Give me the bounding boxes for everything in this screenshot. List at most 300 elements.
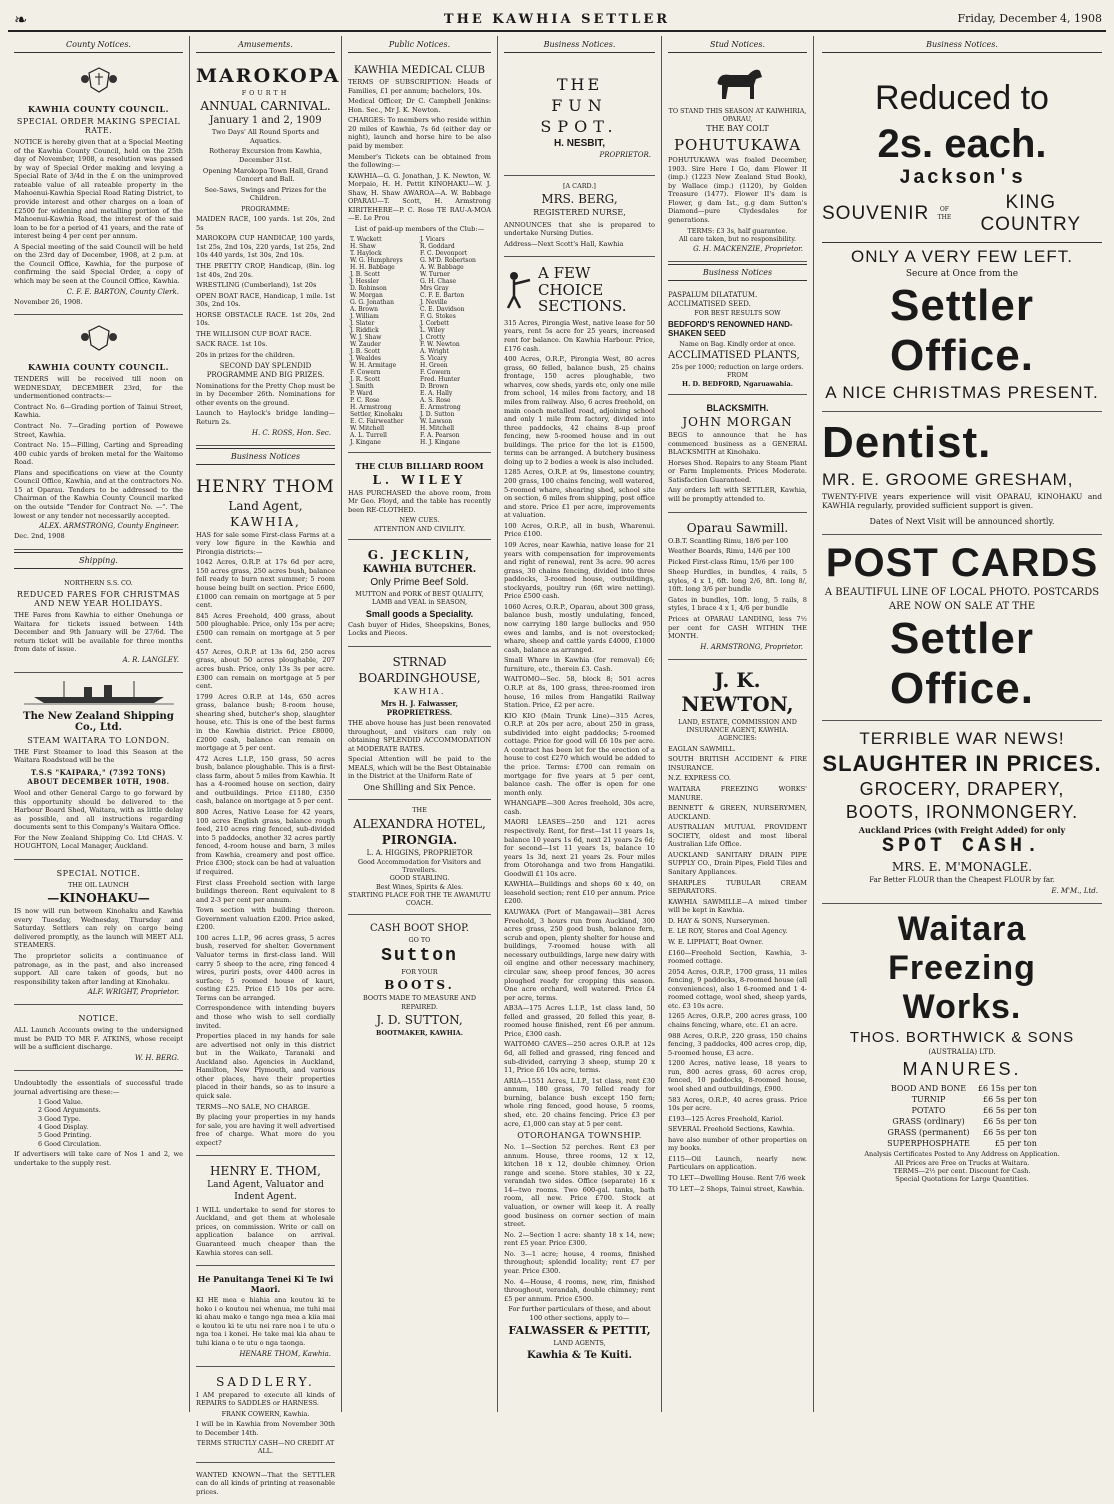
signature: H. ARMSTRONG, Proprietor. <box>700 642 803 651</box>
rate: One Shilling and Six Pence. <box>363 783 476 793</box>
member-name: W. G. Humphreys <box>350 256 403 264</box>
nurse-ad <box>504 178 655 257</box>
ad-detail: ONLY A VERY FEW LEFT. <box>851 247 1073 266</box>
company-name: NORTHERN S.S. CO. <box>64 578 133 587</box>
property-list <box>668 949 807 1194</box>
proprietor-name: L. WILEY <box>372 472 467 487</box>
business-location: KAWHIA. <box>393 686 446 696</box>
ad-detail: FROM <box>726 371 749 380</box>
column-heading: Stud Notices. <box>668 40 807 53</box>
column-business-display <box>814 36 1106 1412</box>
member-name: J. Hessler <box>350 277 380 285</box>
ad-address: Address—Next Scott's Hall, Kawhia <box>504 239 624 248</box>
member-name: H. H. Babbage <box>350 263 395 271</box>
office-name: Settler Office. <box>890 613 1034 713</box>
hotel-ad <box>348 802 491 914</box>
event-detail: Rotheray Excursion from Kawhia, December 31st. <box>209 147 322 165</box>
column-public-notices <box>342 36 498 1412</box>
agency-item: N.Z. EXPRESS CO. <box>668 774 731 783</box>
butcher-ad <box>348 542 491 647</box>
agency-item: E. LE ROY, Stores and Coal Agency. <box>668 927 788 936</box>
proprietor-name: H. NESBIT, <box>553 138 606 149</box>
member-name: J. D. Sutton <box>419 410 455 418</box>
contract-item: Contract No. 6—Grading portion of Tainui Street, Kawhia. <box>14 402 183 420</box>
member-name: J. R. Scott <box>350 375 380 383</box>
township-listing: No. 1—Section 52 perches. Rent £3 per annum. House, three rooms, 12 x 12, kitchen 18 x 12, double chimney. Orion range and scene. Store stables, 30 x 22, verandah two sides. Office (separate) 16 x 14—two rooms. Two 600-gal. tanks, bath room, all new. Price £700. Stock at valuation, or owner will keep it. A really good business on corner section of main street. <box>504 1143 655 1229</box>
property-listing: have also number of other properties on my books. <box>668 1135 807 1153</box>
masthead <box>0 0 1114 36</box>
agent-name: J. K. NEWTON, <box>681 667 794 716</box>
ad-detail: NEW CUES. <box>399 516 440 525</box>
proprietor-name: G. JECKLIN, <box>367 547 472 562</box>
agencies-heading: AGENCIES: <box>718 734 757 743</box>
programme-item: THE WILLISON CUP BOAT RACE. <box>196 329 312 338</box>
signature: ALF. WRIGHT, Proprietor. <box>87 988 179 997</box>
store-ad <box>822 723 1102 904</box>
column-stud-notices <box>662 36 814 1412</box>
member-name: F. G. Stokes <box>419 312 456 320</box>
notice-body: Undoubtedly the essentials of successful trade journal advertising are these:— <box>14 1078 183 1096</box>
office-name: Settler Office. <box>890 280 1034 380</box>
list-item: 6 Good Circulation. <box>38 1139 102 1148</box>
member-name: W. Turner <box>419 270 450 278</box>
member-name: J. Crotty <box>419 333 446 341</box>
service-route: STEAM WAITARA TO LONDON. <box>27 735 170 745</box>
property-listing: TO LET—2 Shops, Tainui street, Kawhia. <box>668 1184 805 1193</box>
card-label: [A CARD.] <box>563 182 596 190</box>
list-item: 4 Good Display. <box>38 1123 89 1132</box>
club-agents: KAWHIA—G. G. Jonathan, J. K. Newton, W. Morpaio, H. H. Pettit KINOHAKU—W. J. Shaw, H. Shaw AWAROA—A. W. Babbage OPARAU—T. Scott, H. Armstrong KIRITEHERE—P. C. Rose TE RAU-A-MOA—E. Le Prou <box>348 171 491 223</box>
product-name: OF THE <box>937 206 952 221</box>
township-listing: No. 4—House, 4 rooms, new, rim, finished throughout, verandah, double chimney; rent £5 per annum. Price £500. <box>504 1277 655 1303</box>
ad-detail: Auckland Prices (with Freight Added) for only <box>858 824 1066 835</box>
event-detail: Two Days' All Round Sports and Aquatics. <box>211 128 320 145</box>
ad-detail: Small goods a Speciality. <box>365 608 474 619</box>
section-listing: WHANGAPE—300 Acres freehold, 30s acre, cash. <box>504 799 655 816</box>
farm-listing: 800 Acres, Native Lease for 42 years, 100 acres English grass, balance rough feed, 210 acres ring fenced, sub-divided into 5 paddocks, another 32 acres partly fenced, 4-room house and barn, 3 miles from Kawhia, creamery and post office. Price £300; stock can be had at valuation if required. <box>196 808 335 876</box>
farm-listing: First class Freehold section with large buildings thereon. Rent equivalent to 8 and 2-3 per cent per annum. <box>196 878 335 904</box>
notice-body: Plans and specifications on view at the County Council Office, Kawhia, and at the contractors No. 15 at Oparau. Tenders to be addressed to the Chairman of the Kawhia County Council marked on the outside "Tender for Contract No. —". The lowest or any tender not necessarily accepted. <box>14 468 183 520</box>
article: THE <box>412 806 427 815</box>
member-name: J. Slater <box>350 319 375 327</box>
member-name: A. W. Babbage <box>419 263 464 271</box>
dentist-ad <box>822 414 1102 535</box>
sections-ad <box>504 259 655 1368</box>
agent-title: Land Agent, Valuator and Indent Agent. <box>207 1180 324 1203</box>
event-detail: SECOND DAY SPLENDID PROGRAMME AND BIG PRIZES. <box>206 361 325 379</box>
member-name: W. Mitchell <box>350 424 385 432</box>
ad-headline: Only Prime Beef Sold. <box>370 576 469 588</box>
member-name: E. Armstrong <box>419 403 461 411</box>
list-item: 3 Good Type. <box>38 1114 81 1123</box>
member-name: H. Shaw <box>350 242 376 250</box>
programme-item: MAROKOPA CUP HANDICAP, 100 yards, 1st 25s, 2nd 10s, 220 yards, 1st 25s, 2nd 10s 440 yards, 1st 30s, 2nd 10s. <box>196 234 335 260</box>
section-listing: ARIA—1551 Acres, L.I.P., 1st class, rent £30 annum, 180 grass, 70 felled ready for burning, balance bush except 150 fern; whole ring fenced, good house, 5 rooms, shed, etc. 20 chains fencing. Price £3 per acre, £1,000 can stay at 5 per cent. <box>504 1076 655 1128</box>
member-name: W. Morgan <box>350 291 383 299</box>
issue-date: Friday, December 4, 1908 <box>957 12 1102 25</box>
section-listing: 315 Acres, Pirongia West, native lease for 50 years, rent 5s acre for 25 years, increased rent for balance. On Kawhia Harbour. Price, £176 cash. <box>504 318 655 353</box>
notice-body: ALL Launch Accounts owing to the undersigned must be PAID TO MR F. ATKINS, whose receipt will be a sufficient discharge. <box>14 1026 183 1052</box>
farm-listing: 845 Acres Freehold, 400 grass, about 500 ploughable. Price, only 15s per acre; £500 can remain on mortgage at 5 per cent. <box>196 611 335 646</box>
ad-detail: Secure at Once from the <box>905 269 1019 279</box>
agency-item: W. E. LIPPIATT, Boat Owner. <box>668 937 764 946</box>
shipping-company-ad <box>14 675 183 860</box>
ad-body: Cash buyer of Hides, Sheepskins, Bones, Locks and Pieces. <box>348 620 491 638</box>
programme-list <box>196 215 335 359</box>
member-name: G. G. Jonathan <box>350 298 394 306</box>
signature: C. F. E. BARTON, County Clerk. <box>66 287 179 296</box>
member-name: F. A. Pearson <box>419 431 460 439</box>
terms: TERMS STRICTLY CASH—NO CREDIT AT ALL. <box>196 1439 335 1456</box>
manure-price: £6 5s per ton <box>982 1106 1037 1116</box>
column-county-notices <box>8 36 190 1412</box>
horse-icon <box>708 63 768 103</box>
ad-detail: MUTTON and PORK of BEST QUALITY, <box>355 589 484 598</box>
member-name: T. Haylock <box>350 249 382 257</box>
agency-item: KAWHIA SAWMILLE—A mixed timber will be kept in Kawhia. <box>668 897 807 915</box>
club-detail: TERMS OF SUBSCRIPTION: Heads of Families, £1 per annum; bachelors, 10s. <box>348 78 491 95</box>
ad-title-word: SPOT. <box>540 117 619 136</box>
signature: E. M'M., Ltd. <box>1051 887 1098 896</box>
members-table <box>348 236 491 446</box>
merchant-name: H. D. BEDFORD, Ngaruawahia. <box>682 379 793 388</box>
notice-body: If advertisers will take care of Nos 1 and 2, we undertake to the supply rest. <box>14 1150 183 1167</box>
coat-of-arms-icon <box>79 323 119 353</box>
club-detail: CHARGES: To members who reside within 20 miles of Kawhia, 7s 6d (either day or night), launch and horse hire to be also paid by member. <box>348 116 491 150</box>
member-name: Fred. Hunter <box>419 375 460 383</box>
member-name: C. E. Davidson <box>419 305 465 313</box>
ad-title-word: THE <box>556 75 603 94</box>
goods-list: GROCERY, DRAPERY, <box>859 778 1065 799</box>
property-listing: 2054 Acres, O.R.P., 1700 grass, 11 miles fencing, 9 paddocks, 8-roomed house (all conveniences), also 1 6-roomed and 1 4-roomed cottage, wool shed, sheep yards, etc. £3 10s acre. <box>668 967 807 1010</box>
agency-item: D. HAY & SONS, Nurserymen. <box>668 916 770 925</box>
member-name: S. Vicary <box>419 354 448 362</box>
ad-headline: Dentist. <box>822 417 992 467</box>
event-dates: January 1 and 2, 1909 <box>209 115 322 127</box>
section-listing: WAITOMO CAVES—250 acres O.R.P. at 12s 6d, all felled and grassed, ring fenced and sub-divided, carrying 3 sheep, stump 20 x 11, Price £6 10s acre, terms. <box>504 1040 655 1075</box>
member-name: F. Cowern <box>419 368 451 376</box>
ad-body: ANNOUNCES that she is prepared to undertake Nursing Duties. <box>504 220 655 238</box>
medical-club-ad <box>348 59 491 453</box>
table-row <box>884 1139 1040 1148</box>
member-name: A. Brown <box>350 305 379 313</box>
launch-name: —KINOHAKU— <box>47 891 150 906</box>
event-detail: Launch to Haylock's bridge landing—Return 2s. <box>196 409 335 427</box>
section-listing: WAITOMO—Sec. 58, block 8; 501 acres O.R.P. at 8s, 100 grass, three-roomed iron house, 16 miles from Hangatiki Railway Station. Price, £2 per acre. <box>504 675 655 710</box>
club-name: KAWHIA MEDICAL CLUB <box>354 65 485 76</box>
member-name: D. Robinson <box>350 284 387 292</box>
member-name: W. Lawson <box>419 417 453 425</box>
agent-title: LAND AGENTS, <box>553 1339 606 1348</box>
proprietor-title: PROPRIETOR. <box>599 151 651 159</box>
ad-headline: Reduced to <box>875 79 1049 117</box>
club-detail: Medical Officer, Dr C. Campbell Jenkins: Hon. Sec., Mr J. K. Newton. <box>348 97 491 114</box>
ad-detail: ATTENTION AND CIVILITY. <box>373 524 466 533</box>
ad-headline: TERRIBLE WAR NEWS! <box>859 728 1065 748</box>
ad-body: A BEAUTIFUL LINE OF LOCAL PHOTO. POSTCARDS ARE NOW ON SALE AT THE <box>824 586 1100 612</box>
section-listing: 1285 Acres, O.R.P. at 9s, limestone country, 200 grass, 100 chains fencing, well watered, 5-roomed whare, shearing shed, school site on section, 6 miles from shipping, post office and store. Price £1 per acre, improvements at valuation. <box>504 468 655 520</box>
notice-body: KI HE mea e hiahia ana koutou ki te hoko i o koutou nei whenua, me tuhi mai ki ahau mako e tango nga mea a kiia mai e koutou ki te utu nei rare noa i te utu o nga toa i konei. He take mai kia ahau te tuhi kiana o te utu o nga taonga. <box>196 1296 335 1347</box>
agent-title: LAND, ESTATE, COMMISSION AND INSURANCE AGENT, KAWHIA. <box>678 717 797 735</box>
signature: H. C. ROSS, Hon. Sec. <box>251 428 331 437</box>
proprietor-name: L. A. HIGGINS, PROPRIETOR <box>366 848 473 857</box>
council-name: KAWHIA COUNTY COUNCIL. <box>28 362 169 373</box>
timber-price: Weather Boards, Rimu, 14/6 per 100 <box>668 547 791 556</box>
programme-item: WRESTLING (Cumberland), 1st 20s <box>196 281 317 290</box>
ad-detail: All Prices are Free on Trucks at Waitara. <box>894 1158 1030 1167</box>
programme-item: 20s in prizes for the children. <box>196 351 295 360</box>
indent-agent-ad <box>196 1158 335 1266</box>
terms: TERMS: £3 3s, half guarantee. <box>687 226 788 235</box>
section-listing: KAUWAKA (Port of Mangawai)—381 Acres Freehold, 3 hours run from Auckland, 300 acres grass, 250 good bush, balance fern, scrub and open, plenty shelter for house and buildings, 7-roomed house with all necessary outbuildings, large new dairy with oil engine and other necessary machinery, circular saw, sheep proof fences, 30 acres ploughed ready for cropping this season. One acre orchard, well watered. Price £4 per acre, terms. <box>504 908 655 1002</box>
township-listing: No. 2—Section 1 acre: shanty 18 x 14, new; rent £5 year. Price £300. <box>504 1230 655 1248</box>
township-listing: No. 3—1 acre; house, 4 rooms, finished throughout; splendid locality; rent £7 per year. Price £300. <box>504 1249 655 1275</box>
programme-item: HORSE OBSTACLE RACE. 1st 20s, 2nd 10s. <box>196 310 335 328</box>
timber-price: Sheep Hurdles, in bundles, 4 rails, 5 styles, 4 x 1, 6ft. long 2/6, 8ft. long 8/, 10ft. long 3/6 per bundle <box>668 568 807 594</box>
timber-price-list <box>668 537 807 614</box>
fun-spot-ad <box>504 59 655 176</box>
members-heading: List of paid-up members of the Club:— <box>354 225 485 233</box>
member-name: Settler, Kinohaku <box>350 410 403 418</box>
member-name: H. Armstrong <box>350 403 392 411</box>
dentist-name: MR. E. GROOME GRESHAM, <box>822 469 1074 489</box>
ad-detail: Best Wines, Spirits & Ales. <box>375 882 464 891</box>
ad-detail: GOOD STABLING. <box>389 874 450 883</box>
manure-type: SUPERPHOSPHATE <box>887 1139 970 1149</box>
hotel-name: ALEXANDRA HOTEL, <box>353 816 486 831</box>
notice-title: SPECIAL ORDER MAKING SPECIAL RATE. <box>16 117 181 135</box>
member-name: P. Ward <box>350 389 373 397</box>
event-ordinal: FOURTH <box>241 89 290 97</box>
ad-detail: STARTING PLACE FOR THE TE AWAMUTU COACH. <box>348 891 491 908</box>
business-type: BOARDINGHOUSE, <box>358 670 481 685</box>
manure-price: £6 5s per ton <box>982 1117 1037 1127</box>
member-name: T. Wackett <box>350 235 382 243</box>
ad-title: SADDLERY. <box>216 1374 315 1389</box>
programme-item: THE PRETTY CROP, Handicap, (8in. log 1st 40s, 2nd 20s. <box>196 261 335 279</box>
business-name: STRNAD <box>392 654 447 669</box>
company-name: Works. <box>902 988 1022 1027</box>
programme-item: MAIDEN RACE, 100 yards. 1st 20s, 2nd 5s <box>196 215 335 232</box>
ad-body: Prices at OPARAU LANDING, less 7½ per cent for CASH WITHIN THE MONTH. <box>668 615 807 641</box>
ad-title: PASPALUM DILATATUM. ACCLIMATISED SEED. <box>668 291 758 309</box>
member-name: J. William <box>350 312 379 320</box>
member-name: J. Corbett <box>419 319 450 327</box>
agency-item: AUSTRALIAN MUTUAL PROVIDENT SOCIETY, oldest and most liberal Australian Life Office. <box>668 823 807 849</box>
notice-body: THE First Steamer to load this Season at the Waitara Roadstead will be the <box>14 747 183 765</box>
seed-ad <box>668 287 807 395</box>
member-name: J. Neville <box>419 298 448 306</box>
ad-detail: Good Accommodation for Visitors and Travellers. <box>358 857 481 875</box>
ad-body: I WILL undertake to send for stores to Auckland, and get them at wholesale prices, on commission. Write or call on application balance on arrival. Guaranteed much cheaper than the Kawhia stores can sell. <box>196 1205 335 1257</box>
contract-item: Contract No. 7—Grading portion of Powewe Street, Kawhia. <box>14 421 183 439</box>
member-name: W. Zauder <box>350 340 381 348</box>
manure-price: £6 5s per ton <box>982 1095 1037 1105</box>
agency-item: EAGLAN SAWMILL. <box>668 744 736 753</box>
member-name: J. Kingane <box>350 438 381 446</box>
steamship-icon <box>24 679 174 705</box>
section-heading: Business Notices <box>668 264 807 281</box>
sections-list <box>504 319 655 1128</box>
signature: ALEX. ARMSTRONG, County Engineer. <box>39 522 179 531</box>
ad-body: THE above house has just been renovated throughout, and visitors can rely on obtaining SPLENDID ACCOMMODATION at MODERATE RATES. <box>348 719 491 753</box>
section-heading: Shipping. <box>14 552 183 569</box>
member-name: C. F. E. Barton <box>419 291 465 299</box>
pointing-figure-icon <box>504 270 534 310</box>
column-heading: Business Notices. <box>504 40 655 53</box>
member-name: J. B. Scott <box>350 270 380 278</box>
manure-type: POTATO <box>911 1106 946 1116</box>
ad-title: THE CLUB BILLIARD ROOM <box>355 460 484 471</box>
member-name: J. Smith <box>350 382 374 390</box>
column-heading: Business Notices. <box>822 40 1102 53</box>
table-row <box>884 1128 1040 1137</box>
member-name: W. J. Shaw <box>350 333 382 341</box>
ad-product: BOOTS. <box>384 978 455 993</box>
ad-title: BLACKSMITH. <box>706 403 769 414</box>
council-name: KAWHIA COUNTY COUNCIL. <box>28 104 169 114</box>
member-name: L. Wiley <box>419 326 445 334</box>
horse-type: THE BAY COLT <box>706 123 769 133</box>
printing-ad <box>196 1465 335 1504</box>
member-name: J. Wealdes <box>350 354 381 362</box>
ad-body: For further particulars of these, and about 100 other sections, apply to— <box>508 1305 651 1322</box>
property-listing: £115—Oil Launch, nearly new. Particulars on application. <box>668 1154 807 1172</box>
coat-of-arms-icon <box>79 65 119 95</box>
ad-detail: BOOTS MADE TO MEASURE AND REPAIRED. <box>363 994 476 1011</box>
list-item: 5 Good Printing. <box>38 1131 92 1140</box>
agent-firm: FALWASSER & PETTIT, <box>508 1324 651 1338</box>
ad-detail: Dates of Next Visit will be announced shortly. <box>869 517 1055 527</box>
business-name: Sutton <box>381 946 458 967</box>
member-name: E. C. Fairweather <box>350 417 404 425</box>
ad-body: TWENTY-FIVE years experience will visit OPARAU, KINOHAKU and KAWHIA regularly, provided sufficient support is given. <box>822 491 1102 511</box>
business-type: KAWHIA BUTCHER. <box>362 563 477 575</box>
advertising-essentials <box>14 1073 183 1175</box>
ad-title: Oparau Sawmill. <box>686 520 789 535</box>
notice-date: Dec. 2nd, 1908 <box>14 532 65 541</box>
list-item: 2 Good Arguments. <box>38 1106 101 1115</box>
souvenir-ad <box>822 59 1102 412</box>
member-name: J. Vicars <box>419 235 445 243</box>
product-name: KING COUNTRY <box>980 192 1082 235</box>
agency-item: AUCKLAND SANITARY DRAIN PIPE SUPPLY CO., Drain Pipes, Field Tiles and Sanitary Appliances. <box>668 850 807 877</box>
farm-listing: By placing your properties in my hands for sale, you are having it well advertised free of charge. What more do you expect? <box>196 1113 335 1147</box>
launch-label: THE OIL LAUNCH <box>68 880 129 889</box>
sawmill-ad <box>668 515 807 660</box>
event-detail: See-Saws, Swings and Prizes for the Children. <box>204 185 327 203</box>
timber-price: Picked First-class Rimu, 15/6 per 100 <box>668 557 794 566</box>
signature: A. R. LANGLEY. <box>122 655 179 664</box>
section-listing: KIO KIO (Main Trunk Line)—315 Acres, O.R.P. at 20s per acre, about 250 in grass, subdivided into eight paddocks; 5-roomed cottage. Price for good will £6 10s per acre. A contract has been let for the erection of a house to cost £270 which would be added to the price. Terms: £700 can remain on mortgage for five years at 5 per cent, balance cash. The offer is open for one month only. <box>504 711 655 797</box>
list-item: 1 Good Value. <box>38 1098 83 1107</box>
saddlery-ad <box>196 1369 335 1463</box>
agent-location: Kawhia & Te Kuiti. <box>527 1349 632 1361</box>
ad-headline: SLAUGHTER IN PRICES. <box>822 750 1102 776</box>
member-name: H. Green <box>419 361 448 369</box>
goods-list: BOOTS, IRONMONGERY. <box>845 801 1079 822</box>
property-listing: 988 Acres, O.R.P., 220 grass, 150 chains fencing, 3 paddocks, 400 acres crop, dip, 5-roomed house, £3 acre. <box>668 1031 807 1057</box>
ad-detail: All care taken, but no responsibility. <box>678 234 797 243</box>
column-heading: County Notices. <box>14 40 183 53</box>
product-heading: MANURES. <box>902 1059 1022 1080</box>
proprietor-name: MRS. E. M'MONAGLE. <box>891 859 1033 874</box>
agent-name: HENRY THOM <box>196 476 335 497</box>
fares-notice <box>14 575 183 673</box>
ad-headline: POST CARDS <box>825 540 1099 585</box>
manure-type: GRASS (permanent) <box>887 1128 970 1138</box>
manure-price-table <box>882 1082 1042 1150</box>
manure-type: TURNIP <box>911 1095 946 1105</box>
ad-price: 2s. each. <box>877 122 1047 166</box>
column-business-notices <box>498 36 662 1412</box>
proprietor-name: J. D. SUTTON, <box>376 1013 463 1028</box>
member-name: F. W. Newton <box>419 340 460 348</box>
nurse-name: MRS. BERG, <box>541 192 618 207</box>
section-listing: KAWHIA—Buildings and shops 60 x 40, on leasehold section; rent £10 per annum. Price £200. <box>504 880 655 906</box>
ad-detail: Far Better FLOUR than the Cheapest FLOUR by far. <box>869 875 1055 884</box>
company-name: The New Zealand Shipping Co., Ltd. <box>23 710 174 733</box>
ad-detail: GO TO <box>408 935 431 944</box>
manure-price: £6 5s per ton <box>982 1128 1037 1138</box>
newspaper-title: THE KAWHIA SETTLER <box>443 12 671 27</box>
member-name: G. M'D. Robertson <box>419 256 476 264</box>
farm-listing: 100 acres L.I.P., 96 acres grass, 5 acres bush, reserved for shelter. Government Valuator terms in first-class land. Will carry 5 sheep to the acre, ring fenced 4 wires, puriri posts, over 4400 acres in surface; 5 roomed house of kauri, costing £25. Price £15 10s per acre. Terms can be arranged. <box>196 933 335 1002</box>
agent-name: HENRY E. THOM, <box>210 1164 321 1179</box>
section-listing: MAORI LEASES—250 and 121 acres respectively. Rent, for first—1st 11 years 1s, balance 10 years 1s 6d, next 21 years 2s 6d; for second—1st 11 years 1s, balance 10 years 1s 3d, next 21 years 2s. Four miles from Otorohanga and two from Hangatiki. Goodwill £1 10s acre. <box>504 818 655 878</box>
ad-title: A FEW CHOICE SECTIONS. <box>538 264 627 316</box>
product-name: ACCLIMATISED PLANTS, <box>668 350 800 362</box>
fleuron-icon: ❧ <box>14 10 28 29</box>
section-listing: 109 Acres, near Kawhia, native lease for 21 years with compensation for improvements and right of renewal, rent 3s acre. 90 acres grass, 30 chains fencing, divided into three paddocks, 3-roomed house, outbuildings, stockyards, poultry run (6ft wire netting). Price £500 cash. <box>504 540 655 601</box>
township-heading: OTOROHANGA TOWNSHIP. <box>517 1131 642 1141</box>
publisher-name: Jackson's <box>898 167 1026 190</box>
ad-detail: Special Quotations for Large Quantities. <box>895 1175 1029 1184</box>
programme-heading: PROGRAMME: <box>241 204 290 213</box>
section-listing: 1060 Acres, O.R.P., Oparau, about 300 grass, balance bush, mostly undulating, fenced, now carrying 180 large bullocks and 950 ewes and lambs, and is not overstocked; whare, sheep and cattle yards £4000, £1000 cash, balance as arranged. <box>504 602 655 654</box>
event-detail: Nominations for the Pretty Chop must be in by December 26th. Nominations for other events on the ground. <box>196 381 335 407</box>
notice-date: November 26, 1908. <box>14 297 83 306</box>
agency-item: WAITARA FREEZING WORKS' MANURE. <box>668 784 807 802</box>
tenders-notice <box>14 317 183 550</box>
stud-horse-ad <box>668 59 807 262</box>
price: 25s per 1000; reduction on large orders. <box>671 363 804 372</box>
notice-body: IS now will run between Kinohaku and Kawhia every Tuesday, Wednesday, Thursday and Saturday. Settlers can rely on cargo being delivered promptly, as the launch will MEET ALL STEAMERS. <box>14 907 183 950</box>
section-listing: AB3A—175 Acres L.I.P., 1st class land, 50 felled and grassed, 20 felled this year, 8-roomed house finished, rent £6 per annum. Price, £300 cash. <box>504 1004 655 1038</box>
notice-body: NOTICE is hereby given that at a Special Meeting of the Kawhia County Council, held on the 25th day of November, 1908, a resolution was passed by way of Special Order making and levying a Special Rate of 3/4d in the £ on the unimproved rateable value of all rateable property in the Mahoenui-Kawhia Special Road Rating District, to provide interest and other charges on a loan of £2500 for widening and metalling portion of the Mahoenui-Kawhia Road, the interest of the said loan to be for a period of 41 years, and the rate of interest being 4 per cent per annum. <box>14 138 183 241</box>
notice-title: NOTICE. <box>78 1014 119 1024</box>
member-name: Mrs Gray <box>419 284 449 292</box>
notice-body: THE Fares from Kawhia to either Onehunga or Waitara for tickets issued between 14th December and 9th January will be 27/6d. The return ticket will be available for three months from date of issue. <box>14 611 183 654</box>
farm-listing: Properties placed in my hands for sale are advertised not only in this district but in the Waikato, Taranaki and Auckland also. Agencies in Auckland, Hamilton, New Plymouth, and various other places, have their properties placed in their hands, so as to insure a quick sale. <box>196 1032 335 1101</box>
member-name: A. L. Turrell <box>350 431 387 439</box>
launch-notice <box>14 862 183 1005</box>
ad-body: I will be in Kawhia from November 30th to December 14th. <box>196 1419 335 1437</box>
property-listing: £193—125 Acres Freehold, Kariol. <box>668 1114 784 1123</box>
ad-body: I AM prepared to execute all kinds of REPAIRS to SADDLES or HARNESS. <box>196 1390 335 1408</box>
timber-price: Gates in bundles, 10ft. long, 5 rails, 8 styles, 1 brace 4 x 1, 4/6 per bundle <box>668 595 807 613</box>
carnival-ad <box>196 59 341 446</box>
member-name: J. B. Scott <box>350 347 380 355</box>
notice-title: SPECIAL NOTICE. <box>56 868 141 878</box>
ad-title: CASH BOOT SHOP. <box>369 922 470 934</box>
agency-item: BENNETT & GREEN, NURSERYMEN, AUCKLAND. <box>668 804 807 821</box>
ad-body: BEGS to announce that he has commenced business as a GENERAL BLACKSMITH at Kinohaku. <box>668 431 807 457</box>
newton-agent-ad <box>668 662 807 1201</box>
table-row <box>884 1095 1040 1104</box>
agency-item: SOUTH BRITISH ACCIDENT & FIRE INSURANCE. <box>668 755 807 772</box>
notice-title: He Panuitanga Tenei Ki Te Iwi Maori. <box>197 1274 334 1295</box>
